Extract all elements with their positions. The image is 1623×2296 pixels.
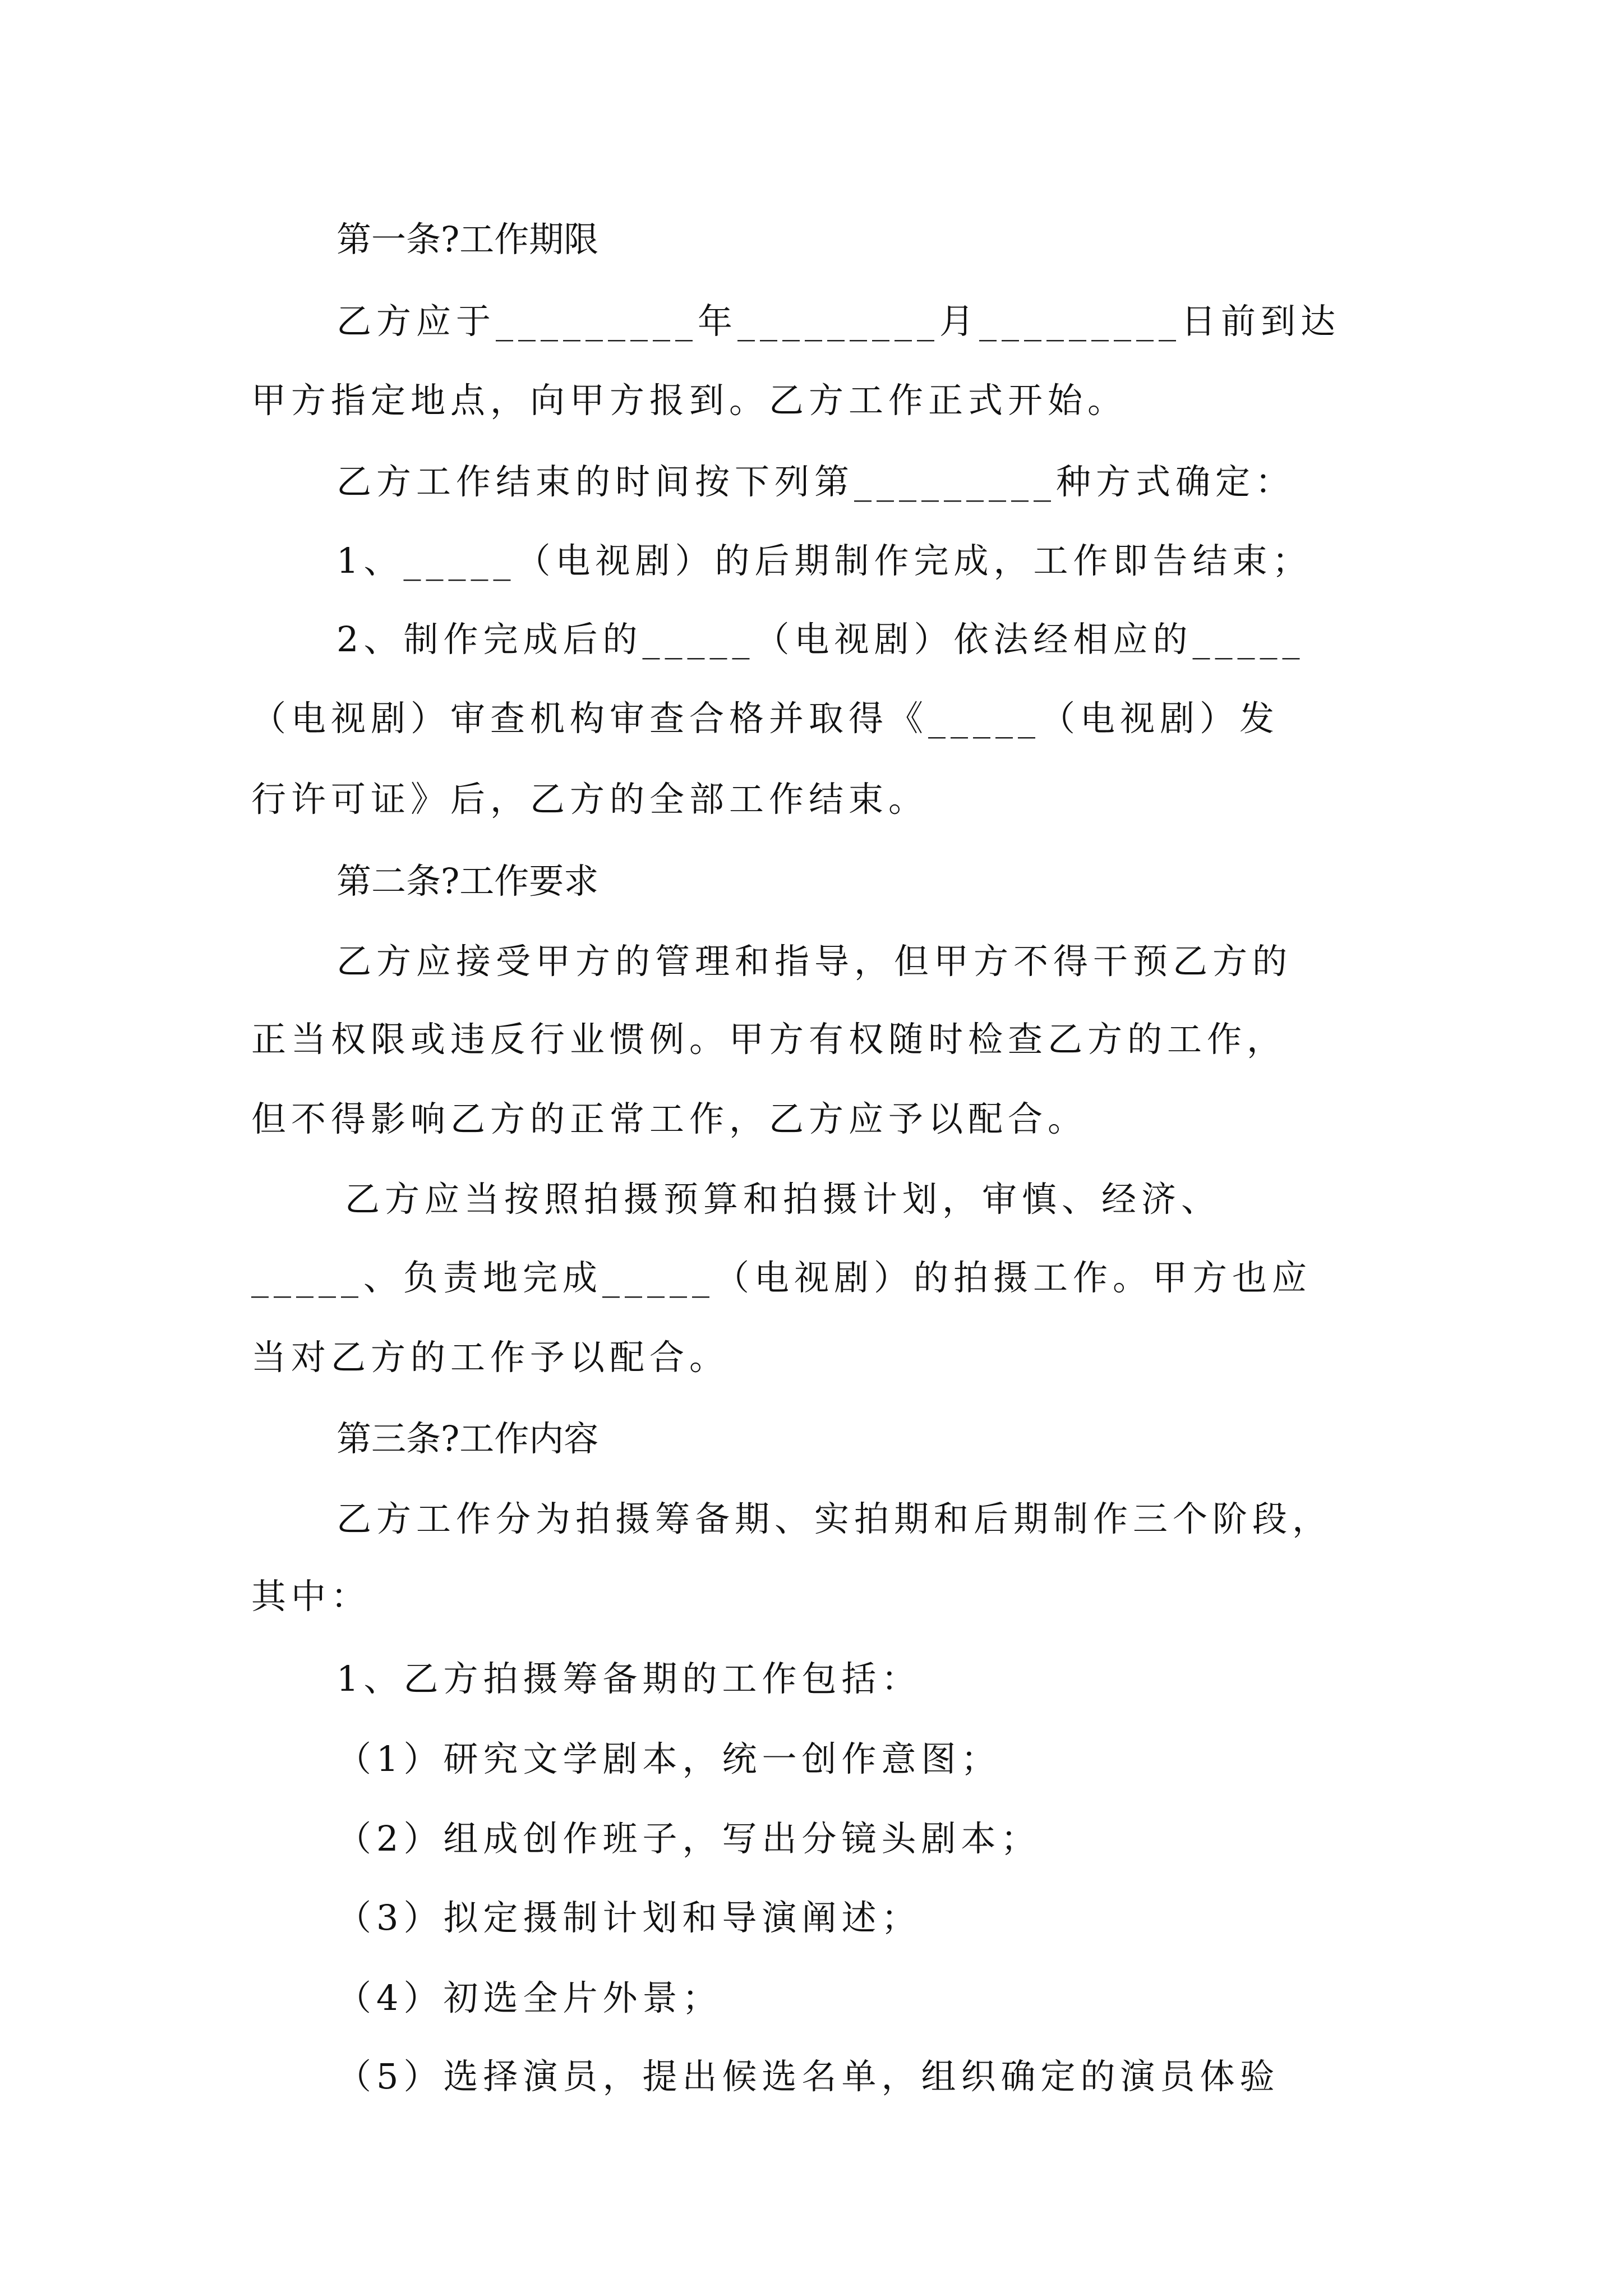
paragraph-line: 正当权限或违反行业惯例。甲方有权随时检查乙方的工作，	[251, 1019, 1287, 1060]
paragraph-line: 乙方工作分为拍摄筹备期、实拍期和后期制作三个阶段，	[336, 1498, 1332, 1539]
list-item: 2、制作完成后的_____（电视剧）依法经相应的_____	[336, 619, 1305, 660]
list-item: （5）选择演员，提出候选名单，组织确定的演员体验	[336, 2056, 1280, 2097]
list-item: （1）研究文学剧本，统一创作意图；	[336, 1738, 1001, 1779]
paragraph-line: 乙方应于_________年_________月_________日前到达	[336, 301, 1341, 342]
paragraph-line: 其中：	[251, 1576, 371, 1617]
article-1-heading: 第一条?工作期限	[336, 219, 599, 260]
paragraph-line: （电视剧）审查机构审查合格并取得《_____（电视剧）发	[251, 698, 1280, 739]
paragraph-line: 乙方应接受甲方的管理和指导，但甲方不得干预乙方的	[336, 941, 1293, 982]
paragraph-line: 乙方应当按照拍摄预算和拍摄计划，审慎、经济、	[345, 1179, 1221, 1220]
paragraph-line: 但不得影响乙方的正常工作，乙方应予以配合。	[251, 1098, 1088, 1139]
paragraph-line: 甲方指定地点，向甲方报到。乙方工作正式开始。	[251, 380, 1128, 421]
list-item: （4）初选全片外景；	[336, 1977, 722, 2018]
list-item: 1、乙方拍摄筹备期的工作包括：	[336, 1658, 921, 1699]
paragraph-line: 当对乙方的工作予以配合。	[251, 1337, 730, 1378]
list-item: 1、_____（电视剧）的后期制作完成，工作即告结束；	[336, 540, 1312, 581]
paragraph-line: 行许可证》后，乙方的全部工作结束。	[251, 779, 929, 820]
paragraph-line: _____、负责地完成_____（电视剧）的拍摄工作。甲方也应	[251, 1257, 1312, 1298]
article-3-heading: 第三条?工作内容	[336, 1418, 599, 1459]
paragraph-line: 乙方工作结束的时间按下列第_________种方式确定：	[336, 461, 1295, 502]
list-item: （2）组成创作班子，写出分镜头剧本；	[336, 1818, 1041, 1859]
article-2-heading: 第二条?工作要求	[336, 861, 599, 901]
list-item: （3）拟定摄制计划和导演阐述；	[336, 1897, 921, 1938]
